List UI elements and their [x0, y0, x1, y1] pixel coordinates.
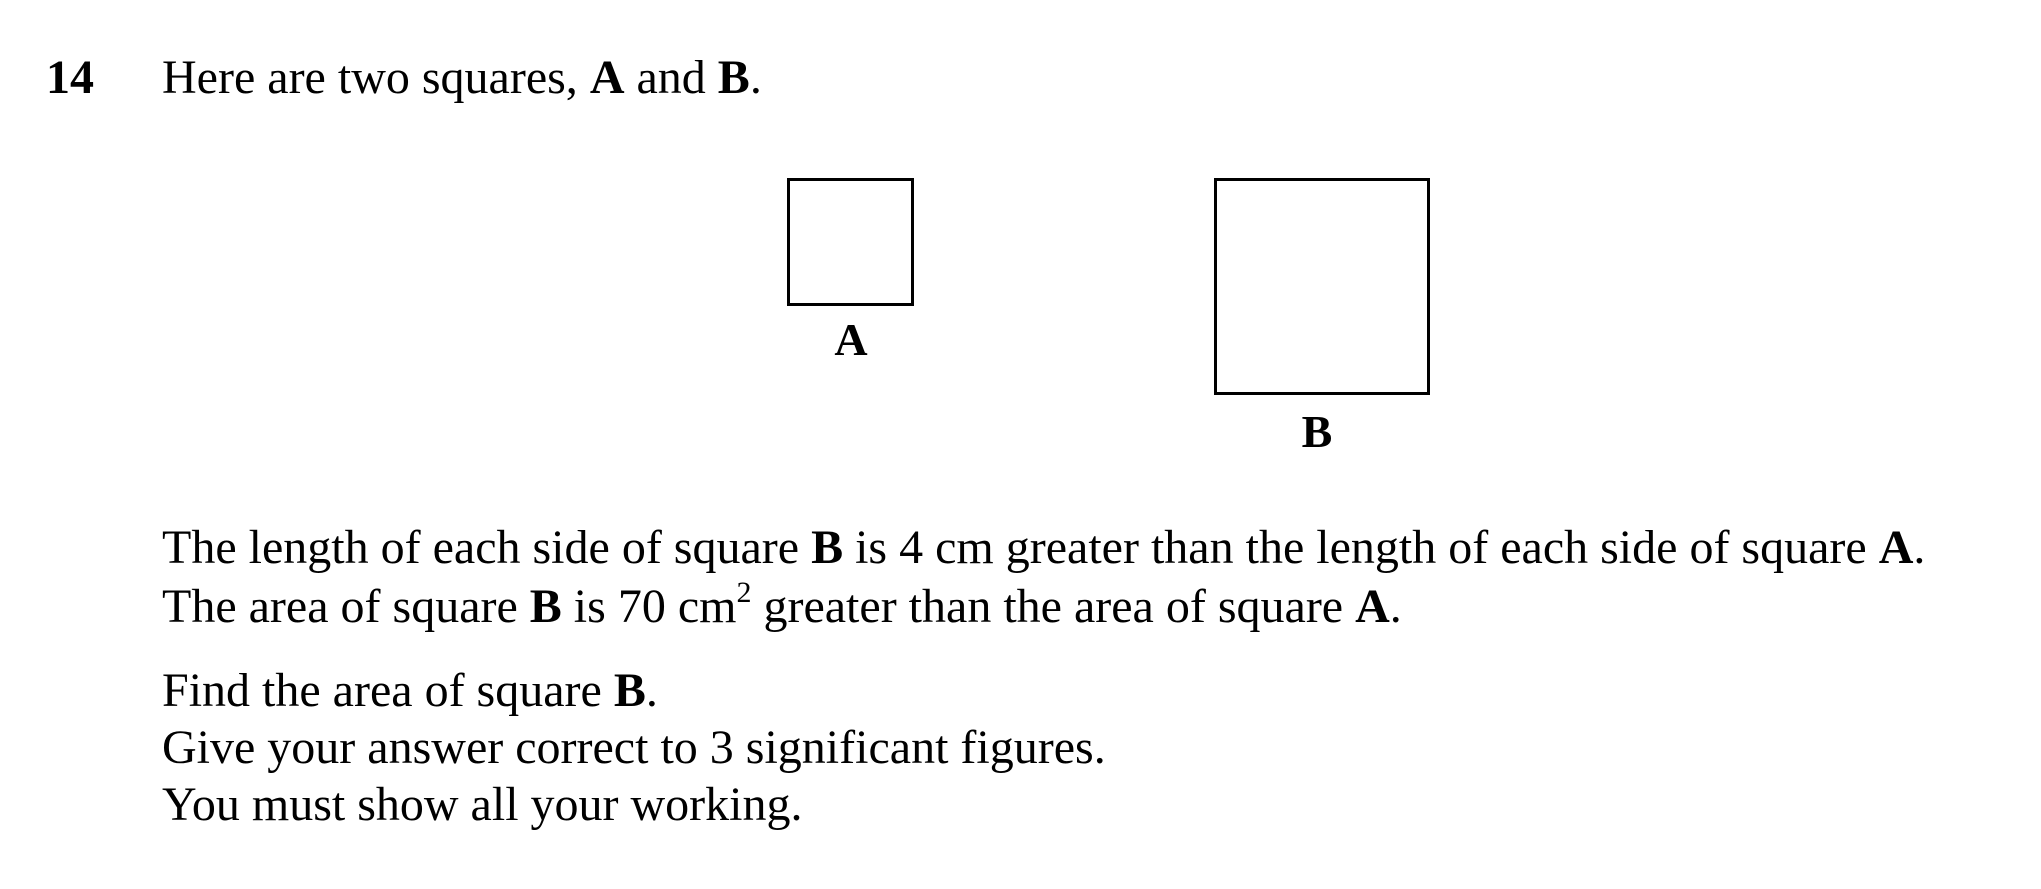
square-a-figure	[787, 178, 914, 306]
line2-text-1: The area of square	[162, 580, 530, 633]
line2-square-b: B	[529, 580, 562, 633]
line1-text-2: is 4 cm greater than the length of each side of square	[843, 521, 1879, 574]
square-b-figure	[1214, 178, 1430, 395]
side-length-statement	[162, 516, 1925, 580]
line1-text-1: The length of each side of square	[162, 521, 812, 574]
line3-period: .	[645, 664, 658, 717]
question-intro	[162, 46, 762, 110]
intro-square-a: A	[589, 51, 625, 104]
line2-square-a: A	[1355, 580, 1390, 633]
line2-superscript: 2	[736, 576, 752, 609]
area-statement	[162, 575, 1402, 639]
question-number: 14	[46, 51, 94, 104]
line2-text-2: is 70 cm	[561, 580, 737, 633]
line1-period: .	[1913, 521, 1926, 574]
line3-text-1: Find the area of square	[162, 664, 614, 717]
intro-and: and	[624, 51, 718, 104]
line3-square-b: B	[613, 664, 646, 717]
intro-square-b: B	[717, 51, 750, 104]
line1-square-b: B	[811, 521, 844, 574]
working-instruction: You must show all your working.	[162, 778, 803, 831]
precision-instruction: Give your answer correct to 3 significant figures.	[162, 721, 1106, 774]
line2-text-3: greater than the area of square	[751, 580, 1356, 633]
intro-period: .	[749, 51, 762, 104]
square-a-label: A	[834, 314, 868, 365]
line2-period: .	[1389, 580, 1402, 633]
intro-text: Here are two squares,	[162, 51, 590, 104]
task-instruction	[162, 659, 658, 723]
line1-square-a: A	[1878, 521, 1914, 574]
square-b-label: B	[1301, 406, 1333, 457]
